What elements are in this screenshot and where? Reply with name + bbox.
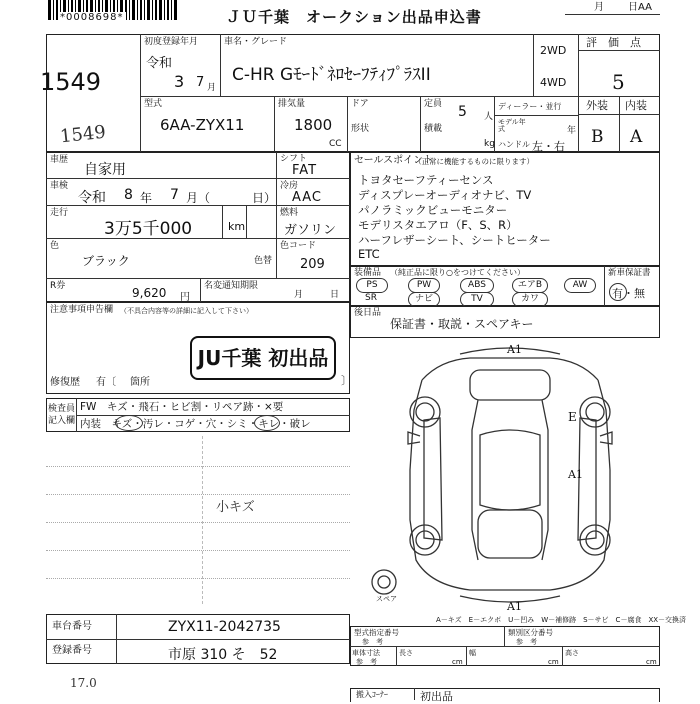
history-value: 自家用: [84, 162, 126, 178]
recycle-label: R券: [50, 281, 66, 291]
exterior-grade: B: [591, 127, 604, 147]
form-title: ＪＵ千葉 オークション出品申込書: [226, 8, 482, 26]
option-tv: TV: [460, 292, 494, 307]
fuel-label: 燃料: [280, 208, 299, 218]
inspector-label-1: 検査員: [48, 404, 76, 414]
name-change-month: 月: [294, 290, 304, 300]
first-listing-stamp: JU千葉 初出品: [190, 336, 336, 380]
width-cm: cm: [548, 658, 559, 666]
car-damage-diagram: [360, 340, 660, 612]
inspector-row-1: FW キズ・飛石・ヒビ割・リペア跡・×要: [80, 401, 284, 413]
damage-mark-side: A1: [568, 468, 583, 481]
handle-label: ハンドル: [498, 140, 530, 149]
notes-sublabel: （不具合内容等の詳細に記入して下さい）: [120, 307, 253, 315]
capacity: 5: [458, 104, 467, 120]
repaint-label: 色替: [254, 256, 273, 266]
registration-year: 3: [174, 72, 185, 91]
dealer-label: ディーラー・並行: [498, 102, 562, 111]
chassis-number: ZYX11-2042735: [168, 619, 281, 635]
option-navi: ナビ: [408, 292, 440, 307]
repair-value: 有〔: [96, 377, 116, 388]
size-label: 車体寸法: [352, 649, 380, 657]
note-lines: [46, 436, 350, 604]
repair-unit: 箇所: [130, 377, 150, 388]
stain-circle: [254, 415, 280, 431]
color-label: 色: [50, 241, 60, 251]
load-label: 積載: [424, 124, 443, 134]
type-spec-ref: 参 考: [362, 638, 383, 646]
type-spec-label: 型式指定番号: [354, 628, 399, 637]
color-code: 209: [300, 257, 325, 272]
shape-label: 形状: [351, 124, 370, 134]
category-label: 類別区分番号: [508, 628, 553, 637]
selling-points-sublabel: （正常に機能するものに限ります）: [414, 157, 534, 166]
option-ps: PS: [356, 278, 388, 293]
interior-grade: A: [630, 127, 643, 147]
category-ref: 参 考: [516, 638, 537, 646]
exterior-grade-label: 外装: [586, 99, 608, 112]
year-label: 年: [567, 126, 577, 136]
registration-era: 令和: [146, 56, 173, 71]
drive-2wd: 2WD: [540, 44, 567, 57]
name-change-label: 名変通知期限: [204, 281, 259, 291]
header-month-label: 月: [594, 2, 604, 13]
selling-point: ETC: [358, 247, 380, 261]
color-value: ブラック: [82, 254, 130, 268]
entry-corner-value: 初出品: [420, 690, 453, 703]
damage-mark-right: E: [568, 410, 577, 424]
registration-month-suffix: 月: [207, 83, 217, 93]
handle-value: 左・右: [532, 140, 565, 153]
plate-label: 登録番号: [52, 645, 92, 656]
history-label: 車歴: [50, 155, 69, 165]
spare-label: スペア: [376, 595, 397, 603]
entry-corner-label: 搬入ｺｰﾅｰ: [356, 690, 388, 699]
registration-month: 7: [196, 75, 205, 90]
barcode-number: *0008698*: [60, 12, 124, 23]
capacity-unit: 人: [484, 112, 494, 122]
overall-grade-label: 評 価 点: [586, 36, 641, 49]
option-pw: PW: [408, 278, 440, 293]
length-label: 長さ: [399, 649, 413, 657]
shift-label: シフト: [280, 154, 308, 164]
handwritten-scratch: 小キズ: [216, 500, 255, 515]
mileage-unit: km: [228, 220, 246, 233]
inspection-year-unit: 年: [140, 191, 153, 205]
registration-label: 初度登録年月: [144, 37, 199, 47]
selling-point: パノラミックビューモニター: [358, 203, 508, 217]
header-day-label: 日AA: [628, 2, 652, 13]
ac-label: 冷房: [280, 181, 299, 191]
recycle-value: 9,620: [132, 286, 167, 300]
model-year-label: モデル年式: [498, 118, 526, 133]
equipment-label: 装備品: [354, 268, 382, 278]
option-leather: カワ: [512, 292, 548, 307]
later-items-label: 後日品: [354, 308, 382, 318]
door-label: ドア: [351, 99, 369, 109]
chassis-label: 車台番号: [52, 621, 92, 632]
inspection-era: 令和: [78, 190, 106, 206]
selling-point: ハーフレザーシート、シートヒーター: [358, 233, 551, 247]
mileage-label: 走行: [50, 208, 69, 218]
inspector-label-2: 記入欄: [48, 416, 76, 426]
length-cm: cm: [452, 658, 463, 666]
option-airbag: エアB: [512, 278, 548, 293]
size-ref: 参 考: [356, 658, 377, 666]
name-change-day: 日: [330, 290, 340, 300]
displacement-label: 排気量: [278, 99, 306, 109]
plate-number: 市原 310 そ 52: [168, 647, 278, 663]
model-label: 型式: [144, 99, 163, 109]
inspection-month-unit: 月（: [186, 191, 211, 205]
lot-number: 1549: [40, 68, 102, 96]
manual-circle: [609, 283, 627, 301]
inspection-day-unit: 日）: [252, 191, 277, 205]
height-label: 高さ: [565, 649, 579, 657]
notes-label: 注意事項申告欄: [50, 305, 114, 315]
capacity-label: 定員: [424, 99, 443, 109]
color-code-label: 色コード: [280, 241, 317, 251]
option-abs: ABS: [460, 278, 494, 293]
equipment-sublabel: （純正品に限り○をつけてください）: [390, 268, 525, 277]
selling-point: モデリスタエアロ（F、S、R）: [358, 218, 518, 232]
ac-value: AAC: [292, 190, 322, 205]
damage-mark-front: A1: [507, 343, 522, 356]
inspector-row-2: 内装 キズ・汚レ・コゲ・穴・シミ・キレ・破レ: [80, 418, 311, 430]
fuel-value: ガソリン: [284, 223, 337, 238]
handwritten-footer: 17.0: [70, 676, 97, 690]
drive-4wd: 4WD: [540, 76, 567, 89]
manual-label: 新車保証書: [608, 268, 651, 278]
vehicle-name-label: 車名・グレード: [224, 37, 288, 47]
inspection-year: 8: [124, 187, 133, 203]
mileage-value: 3万5千000: [104, 219, 193, 239]
kg-label: kg: [484, 139, 495, 149]
interior-grade-label: 内装: [625, 99, 647, 112]
vehicle-name: C-HR GﾓｰﾄﾞﾈﾛｾｰﾌﾃｨﾌﾟﾗｽII: [232, 65, 431, 85]
width-label: 幅: [469, 649, 476, 657]
displacement: 1800: [294, 116, 333, 134]
selling-point: ディスプレーオーディオナビ、TV: [358, 188, 532, 202]
lot-number-handwritten: 1549: [59, 121, 107, 148]
damage-mark-rear: A1: [507, 600, 522, 613]
option-sr: SR: [365, 293, 377, 303]
selling-points-label: セールスポイント: [354, 155, 434, 166]
height-cm: cm: [646, 658, 657, 666]
barcode: [48, 0, 180, 22]
model-code: 6AA-ZYX11: [160, 116, 245, 134]
overall-grade: 5: [612, 70, 625, 94]
manual-value: 有・無: [612, 287, 645, 300]
repair-label: 修復歴: [50, 377, 80, 388]
damage-legend: A－キズ E－エクボ U－凹み W－補修跡 S－サビ C－腐食 XX－交換済: [436, 616, 687, 624]
cc-unit: CC: [329, 139, 342, 149]
inspection-month: 7: [170, 187, 179, 203]
option-aw: AW: [564, 278, 596, 293]
later-items-value: 保証書・取説・スペアキー: [390, 317, 534, 331]
inspection-label: 車検: [50, 181, 69, 191]
shift-value: FAT: [292, 163, 318, 178]
scratch-circle: [115, 415, 143, 431]
recycle-unit: 円: [180, 292, 190, 303]
selling-point: トヨタセーフティーセンス: [358, 173, 494, 187]
